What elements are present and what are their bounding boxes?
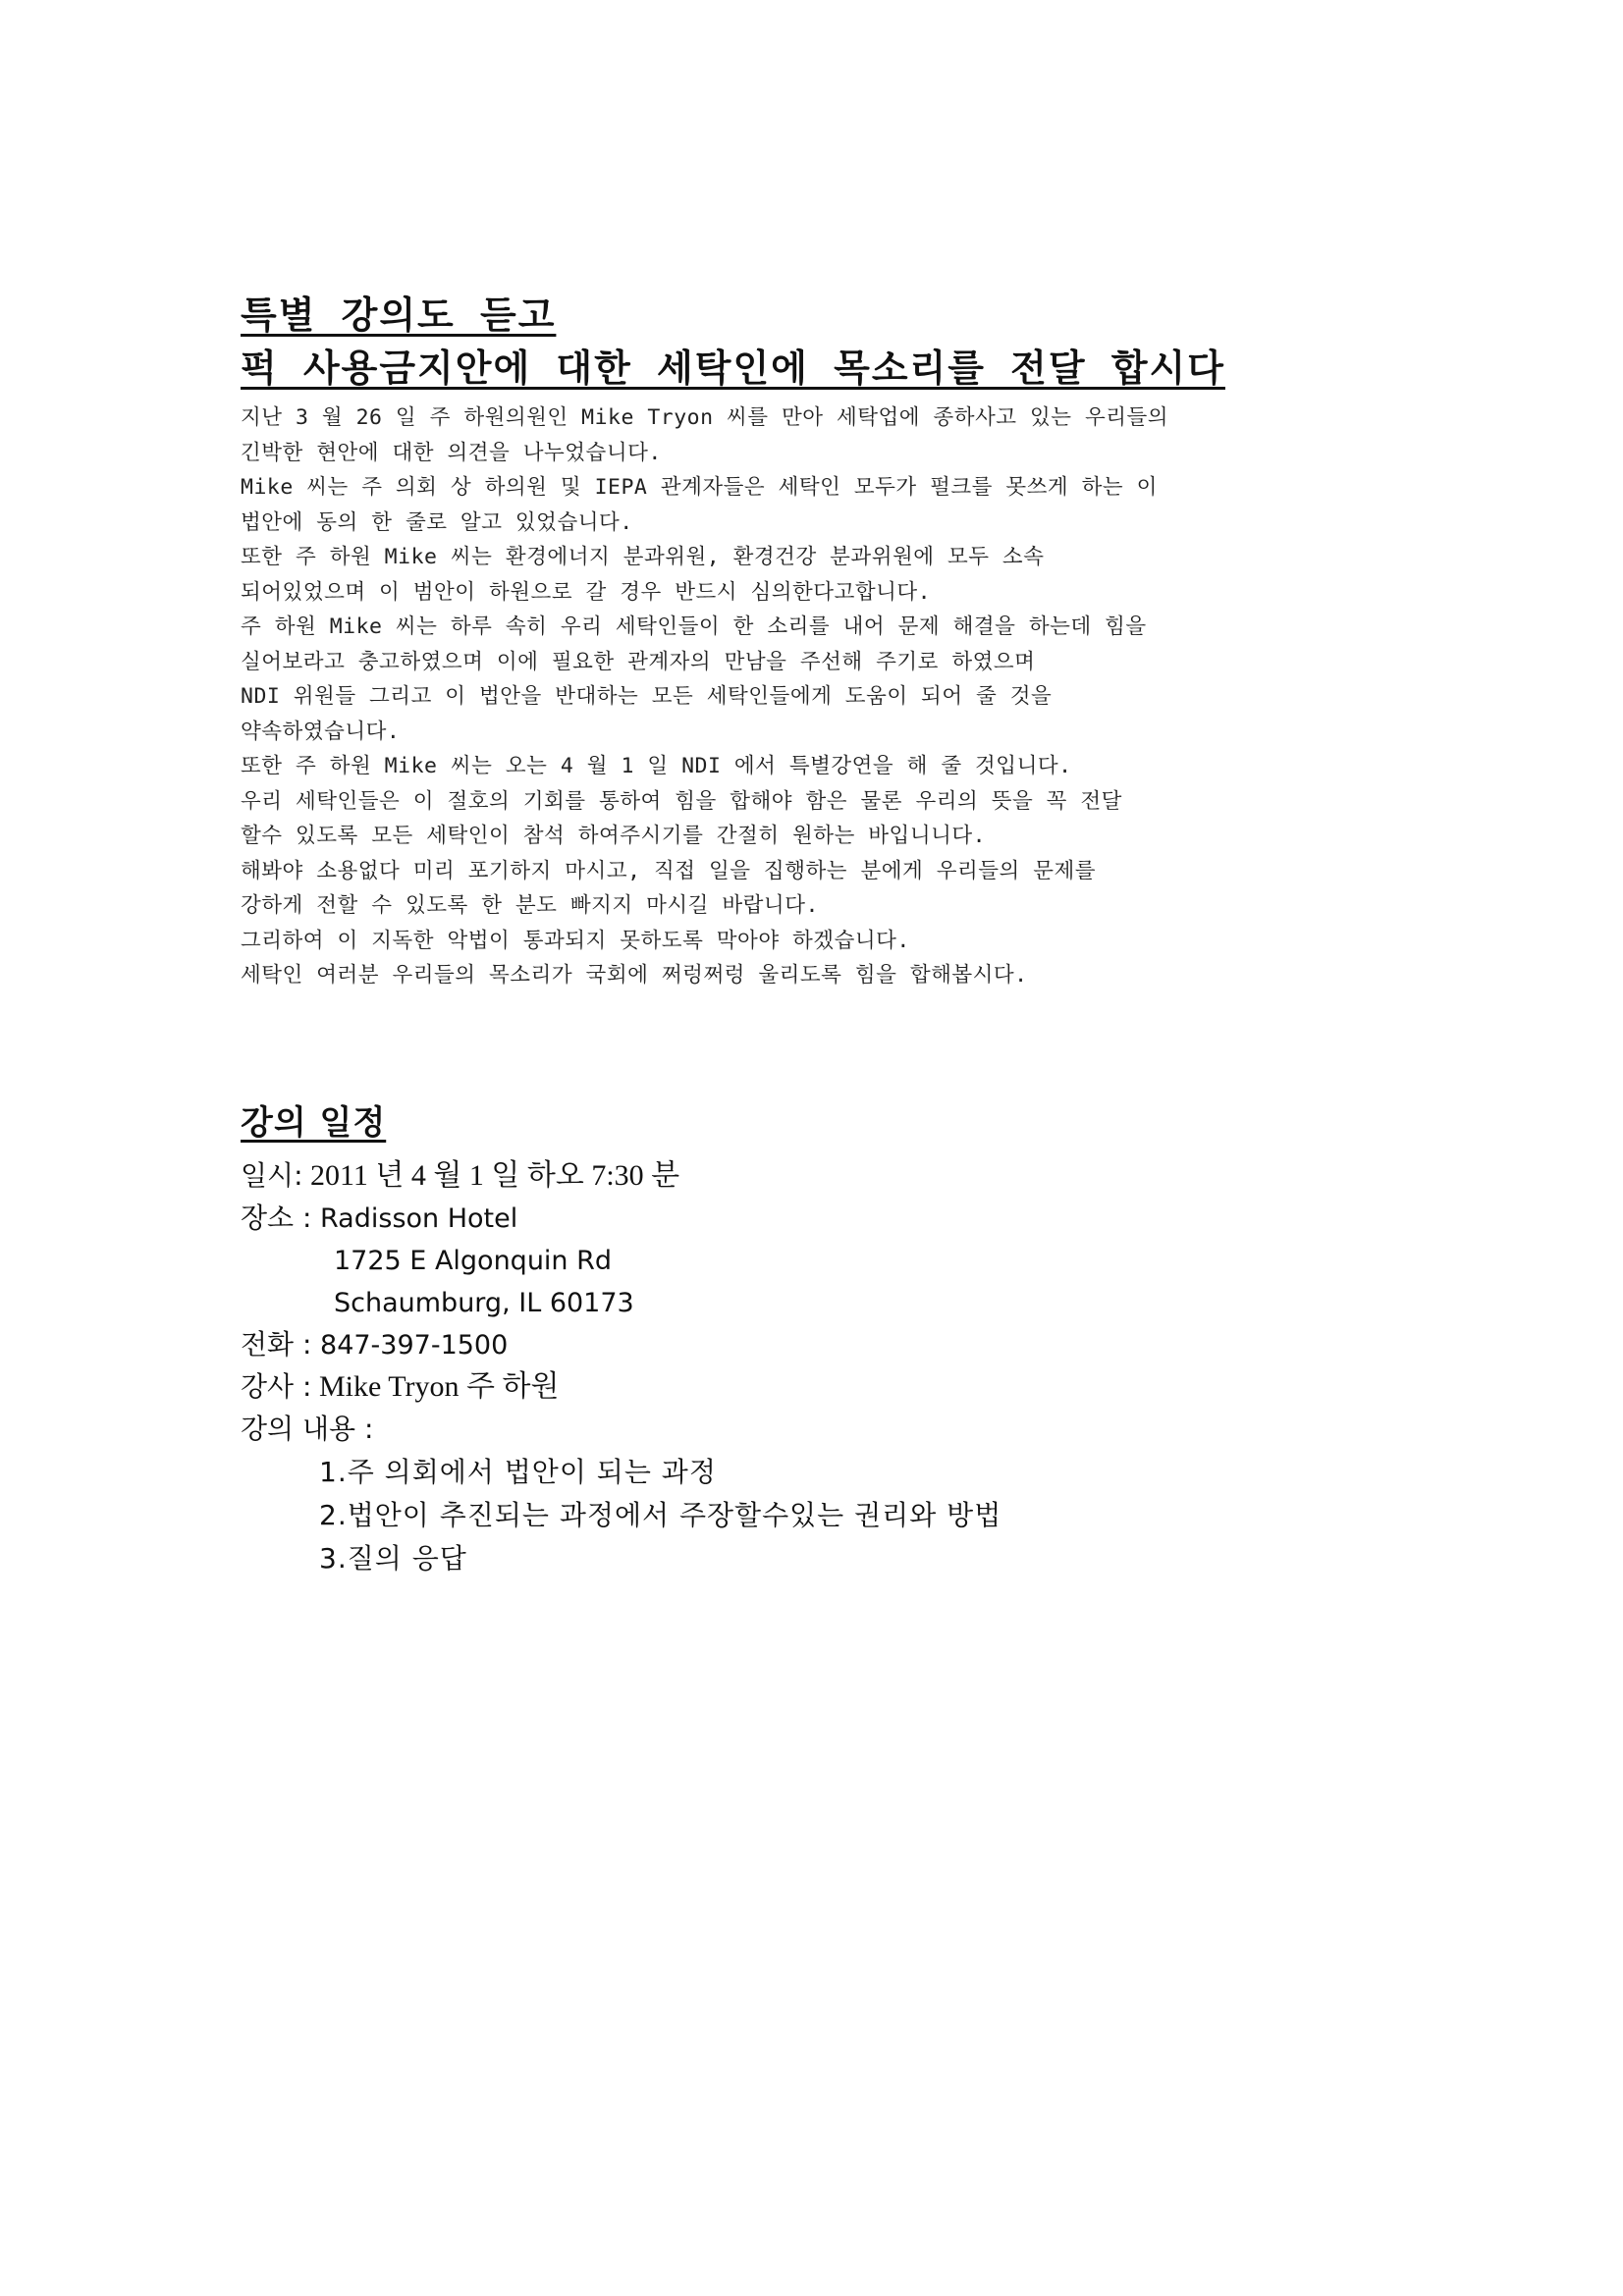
body-line: 또한 주 하원 Mike 씨는 환경에너지 분과위원, 환경건강 분과위원에 모두 소속 [241, 545, 1045, 569]
content-item-text: 1.주 의회에서 법안이 되는 과정 [319, 1456, 717, 1488]
content-item-text: 2.법안이 추진되는 과정에서 주장할수있는 권리와 방법 [319, 1499, 1002, 1531]
venue-address-line-1 [334, 1241, 612, 1281]
schedule-venue-row [241, 1199, 517, 1239]
body-line: 그리하여 이 지독한 악법이 통과되지 못하도록 막아야 하겠습니다. [241, 928, 910, 953]
schedule-content-row [241, 1410, 373, 1449]
body-line: NDI 위원들 그리고 이 법안을 반대하는 모든 세탁인들에게 도움이 되어 줄 것을 [241, 684, 1053, 709]
content-item [319, 1496, 1001, 1535]
date-value: 2011 년 4 월 1 일 하오 7:30 분 [302, 1159, 680, 1192]
content-label: 강의 내용 : [241, 1413, 374, 1445]
body-line: 해봐야 소용없다 미리 포기하지 마시고, 직접 일을 집행하는 분에게 우리들의 문제를 [241, 858, 1097, 883]
content-item [319, 1539, 467, 1578]
body-paragraph [241, 400, 1399, 993]
address-line-2: Schaumburg, IL 60173 [334, 1288, 634, 1318]
body-line: 되어있었으며 이 범안이 하원으로 갈 경우 반드시 심의한다고합니다. [241, 579, 932, 605]
schedule-phone-row [241, 1325, 508, 1365]
schedule-lecturer-row [241, 1367, 559, 1407]
content-item [319, 1453, 717, 1492]
address-line-1: 1725 E Algonquin Rd [334, 1246, 613, 1276]
body-line: 지난 3 월 26 일 주 하원의원인 Mike Tryon 씨를 만아 세탁업에 종하사고 있는 우리들의 [241, 405, 1169, 430]
body-line: Mike 씨는 주 의회 상 하의원 및 IEPA 관계자들은 세탁인 모두가 펄크를 못쓰게 하는 이 [241, 475, 1158, 500]
title-line-1: 특별 강의도 듣고 [241, 294, 557, 337]
title-line-2: 퍽 사용금지안에 대한 세탁인에 목소리를 전달 합시다 [241, 347, 1225, 390]
schedule-date-row [241, 1156, 679, 1196]
venue-address-line-2 [334, 1283, 634, 1323]
schedule-heading: 강의 일정 [241, 1103, 387, 1143]
date-label: 일시: [241, 1159, 303, 1192]
body-line: 주 하원 Mike 씨는 하루 속히 우리 세탁인들이 한 소리를 내어 문제 해결을 하는데 힘을 [241, 614, 1147, 639]
body-line: 실어보라고 충고하였으며 이에 필요한 관계자의 만남을 주선해 주기로 하였으며 [241, 649, 1036, 674]
body-line: 약속하였습니다. [241, 719, 401, 744]
venue-value: Radisson Hotel [311, 1203, 518, 1234]
body-line: 법안에 동의 한 줄로 알고 있었습니다. [241, 509, 633, 535]
lecturer-label: 강사 : [241, 1370, 312, 1403]
body-line: 할수 있도록 모든 세탁인이 참석 하여주시기를 간절히 원하는 바입니니다. [241, 824, 987, 848]
body-line: 강하게 전할 수 있도록 한 분도 빠지지 마시길 바랍니다. [241, 893, 819, 918]
lecturer-value: Mike Tryon 주 하원 [311, 1370, 560, 1403]
body-line: 세탁인 여러분 우리들의 목소리가 국회에 쩌렁쩌렁 울리도록 힘을 합해봅시다. [241, 963, 1028, 988]
content-item-text: 3.질의 응답 [319, 1542, 467, 1575]
phone-label: 전화 : [241, 1328, 312, 1361]
venue-label: 장소 : [241, 1201, 312, 1234]
body-line: 또한 주 하원 Mike 씨는 오는 4 월 1 일 NDI 에서 특별강연을 해 줄 것입니다. [241, 754, 1072, 778]
phone-value: 847-397-1500 [311, 1330, 509, 1361]
body-line: 긴박한 현안에 대한 의견을 나누었습니다. [241, 440, 662, 465]
body-line: 우리 세탁인들은 이 절호의 기회를 통하여 힘을 합해야 함은 물론 우리의 뜻을 꼭 전달 [241, 788, 1122, 814]
